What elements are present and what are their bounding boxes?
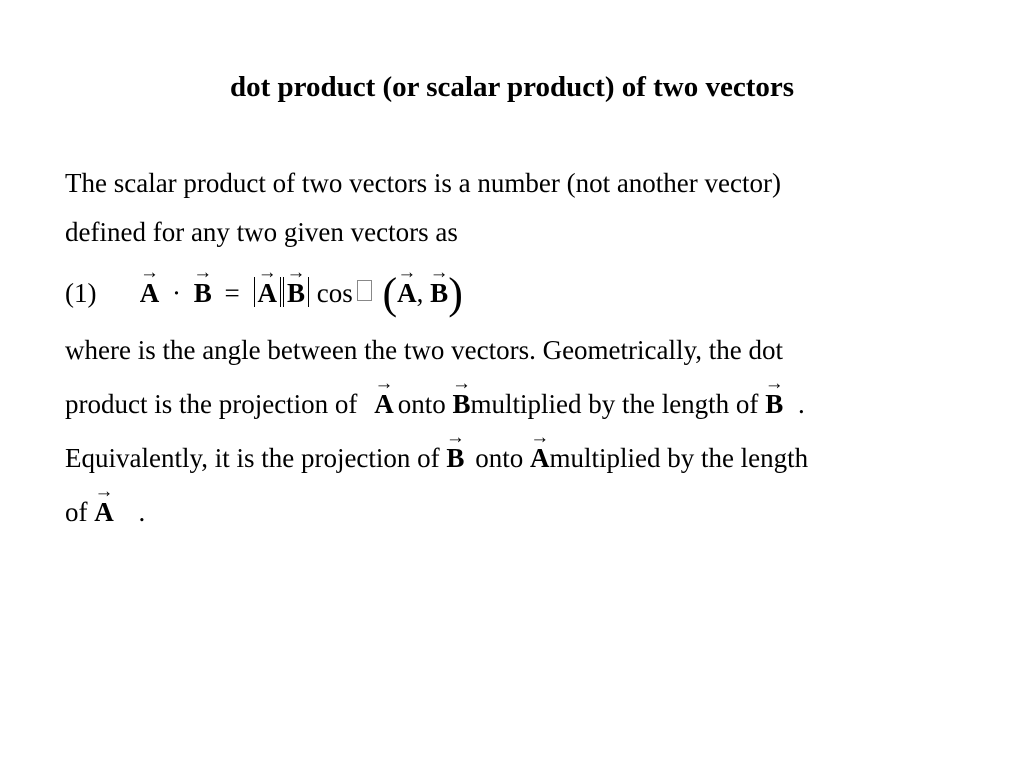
line4-text-a: of <box>65 497 88 527</box>
paragraph-2-line-3 <box>65 427 809 475</box>
vector-b-symbol: B <box>193 278 212 308</box>
inline-vector-a-2 <box>529 427 550 473</box>
magnitude-b-symbol: B <box>287 278 306 308</box>
vector-a <box>139 262 160 308</box>
cos-function: cos <box>316 278 353 308</box>
magnitude-b <box>283 262 309 308</box>
inline-vector-a-2-symbol: A <box>529 443 550 473</box>
inline-vector-a <box>374 373 394 419</box>
vector-arrow-icon: → <box>94 481 114 502</box>
vector-arrow-icon: → <box>193 262 213 283</box>
angle-vector-a <box>397 262 417 308</box>
line2-text-c: multiplied by the length of <box>470 389 759 419</box>
paragraph-2-line-4 <box>65 481 146 529</box>
vector-arrow-icon: → <box>286 262 306 283</box>
vector-arrow-icon: → <box>451 373 471 394</box>
vector-arrow-icon: → <box>397 262 417 283</box>
line4-period: . <box>138 497 146 527</box>
line3-text-b: onto <box>475 443 524 473</box>
vector-arrow-icon: → <box>530 427 550 448</box>
open-paren: ( <box>382 269 398 318</box>
inline-vector-a-3-symbol: A <box>94 497 114 527</box>
vector-a-symbol: A <box>139 278 160 308</box>
inline-vector-b-2-symbol: B <box>765 389 784 419</box>
comma: , <box>416 278 424 308</box>
dot-operator: · <box>172 278 181 308</box>
equals-sign: = <box>224 278 240 308</box>
line2-text-b: onto <box>397 389 446 419</box>
line2-period: . <box>797 389 805 419</box>
inline-vector-b-3-symbol: B <box>446 443 465 473</box>
magnitude-a-symbol: A <box>257 278 277 308</box>
paragraph-1-line-2: defined for any two given vectors as <box>65 217 458 247</box>
close-paren: ) <box>448 269 463 318</box>
paragraph-1-line-1: The scalar product of two vectors is a number (not another vector) <box>65 168 781 198</box>
magnitude-a <box>254 262 282 308</box>
equation-number: (1) <box>65 278 97 308</box>
vector-arrow-icon: → <box>374 373 394 394</box>
slide-title: dot product (or scalar product) of two vectors <box>229 71 795 103</box>
equation-1 <box>65 262 463 318</box>
angle-vector-a-symbol: A <box>397 278 417 308</box>
missing-glyph-icon <box>357 280 372 301</box>
line3-text-a: Equivalently, it is the projection of <box>65 443 440 473</box>
angle-vector-b <box>429 262 449 308</box>
vector-arrow-icon: → <box>764 373 784 394</box>
vector-arrow-icon: → <box>257 262 277 283</box>
vector-b <box>193 262 213 308</box>
inline-vector-a-symbol: A <box>374 389 394 419</box>
inline-vector-b-3 <box>445 427 465 473</box>
paragraph-2-line-1: where is the angle between the two vectors. Geometrically, the dot <box>65 335 783 365</box>
line2-text-a: product is the projection of <box>65 389 358 419</box>
inline-vector-b-2 <box>764 373 784 419</box>
vector-arrow-icon: → <box>140 262 159 283</box>
vector-arrow-icon: → <box>445 427 465 448</box>
vector-arrow-icon: → <box>429 262 449 283</box>
angle-vector-b-symbol: B <box>430 278 449 308</box>
inline-vector-b-symbol: B <box>452 389 471 419</box>
inline-vector-a-3 <box>94 481 114 527</box>
inline-vector-b <box>451 373 471 419</box>
line3-text-c: multiplied by the length <box>549 443 809 473</box>
paragraph-2-line-2 <box>65 373 805 421</box>
